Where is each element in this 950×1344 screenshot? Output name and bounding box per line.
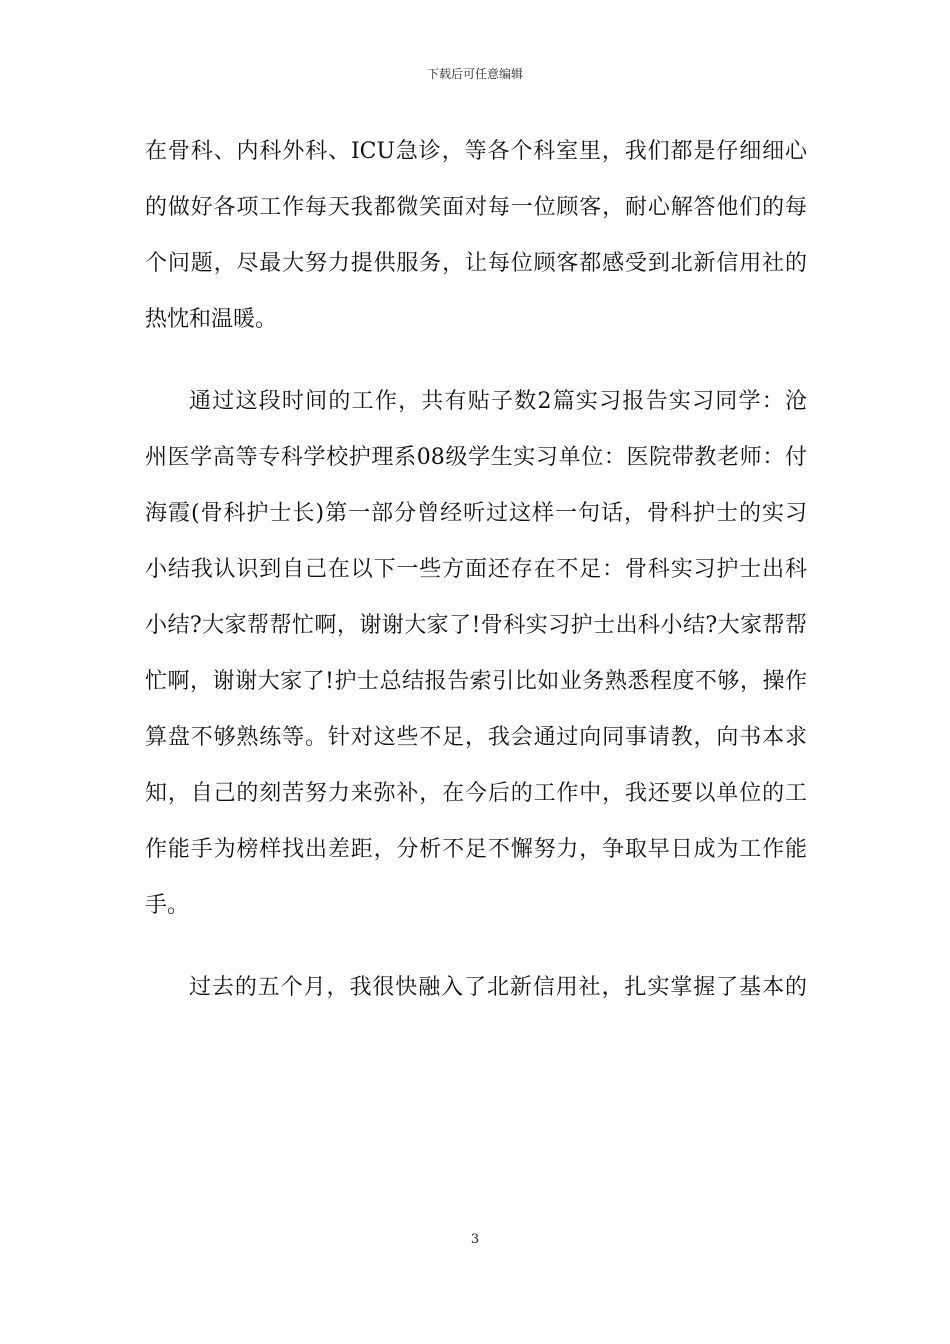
text-line: 在骨科、内科外科、ICU急诊，等各个科室里，我们都是仔细细心 <box>145 139 807 164</box>
text-line: 海霞(骨科护士长)第一部分曾经听过这样一句话，骨科护士的实习 <box>145 501 807 526</box>
text-line: 热忱和温暖。 <box>145 307 278 332</box>
text-line: 手。 <box>145 893 190 918</box>
text-line: 州医学高等专科学校护理系08级学生实习单位：医院带教老师：付 <box>145 445 807 470</box>
text-line: 通过这段时间的工作，共有贴子数2篇实习报告实习同学：沧 <box>189 389 807 414</box>
text-line: 过去的五个月，我很快融入了北新信用社，扎实掌握了基本的 <box>189 975 807 1000</box>
text-line: 小结?大家帮帮忙啊，谢谢大家了!骨科实习护士出科小结?大家帮帮 <box>145 613 807 638</box>
text-line: 作能手为榜样找出差距，分析不足不懈努力，争取早日成为工作能 <box>145 837 807 862</box>
text-line: 知，自己的刻苦努力来弥补，在今后的工作中，我还要以单位的工 <box>145 781 807 806</box>
text-line: 的做好各项工作每天我都微笑面对每一位顾客，耐心解答他们的每 <box>145 195 807 220</box>
text-line: 个问题，尽最大努力提供服务，让每位顾客都感受到北新信用社的 <box>145 251 807 276</box>
document-body <box>145 124 807 1016</box>
page-header-note: 下载后可任意编辑 <box>426 67 523 81</box>
paragraph <box>145 374 807 934</box>
paragraph <box>145 960 807 1016</box>
page-number: 3 <box>470 1232 480 1247</box>
text-line: 小结我认识到自己在以下一些方面还存在不足：骨科实习护士出科 <box>145 557 807 582</box>
text-line: 忙啊，谢谢大家了!护士总结报告索引比如业务熟悉程度不够，操作 <box>145 669 807 694</box>
text-line: 算盘不够熟练等。针对这些不足，我会通过向同事请教，向书本求 <box>145 725 807 750</box>
paragraph <box>145 124 807 348</box>
